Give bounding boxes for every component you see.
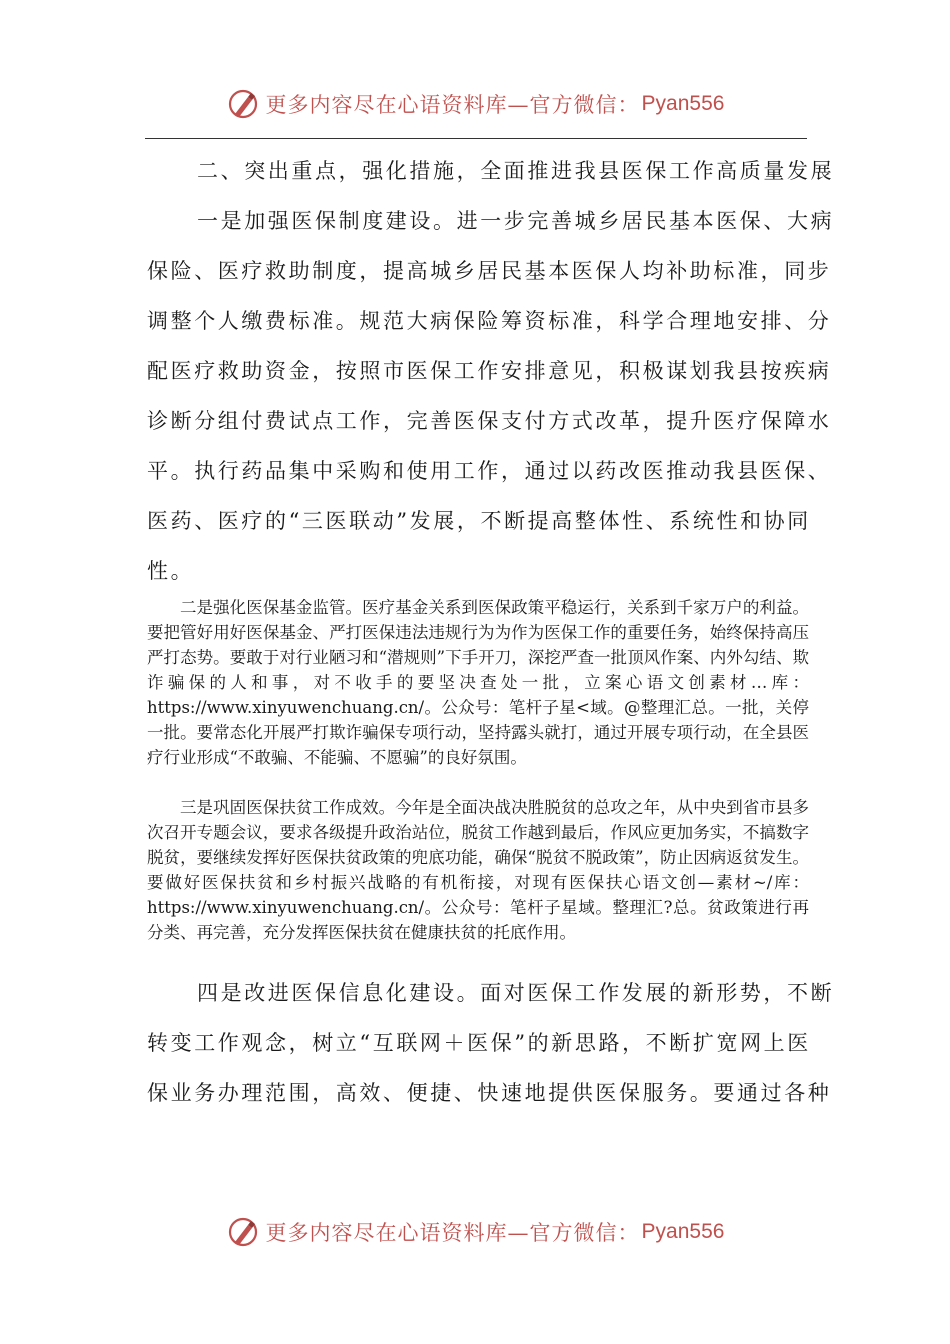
para3: 三是巩固医保扶贫工作成效。今年是全面决战决胜脱贫的总攻之年，从中央到省市县多次召开专题会议，要求各级提升政治站位，脱贫工作越到最后，作风应更加务实，不搞数字脱贫，要继续发挥好医保扶贫政策的兜底功能，确保“脱贫不脱政策”，防止因病返贫发生。要做好医保扶贫和乡村振兴战略的有机衔接，对现有医保扶心语文创—素材~/库：https://www.xinyuwenchuang.cn/。公众号：笔杆子星域。整理汇?总。贫政策进行再分类、再完善，充分发挥医保扶贫在健康扶贫的托底作用。 <box>147 798 809 942</box>
para4-line: 四是改进医保信息化建设。面对医保工作发展的新形势，不断 <box>197 981 835 1005</box>
para1-line: 医药、医疗的“三医联动”发展，不断提高整体性、系统性和协同 <box>147 509 811 533</box>
para1-line: 诊断分组付费试点工作，完善医保支付方式改革，提升医疗保障水 <box>147 409 832 433</box>
para1-line: 性。 <box>147 559 195 583</box>
banner-wechat-id: Pyan556 <box>641 92 725 115</box>
pen-logo-icon <box>226 87 260 121</box>
pen-logo-icon <box>226 1215 260 1249</box>
section-heading: 二、突出重点，强化措施，全面推进我县医保工作高质量发展 <box>197 159 835 183</box>
banner-text: 更多内容尽在心语资料库—官方微信： <box>265 93 640 117</box>
footer-banner <box>0 1210 950 1254</box>
banner-wechat-id: Pyan556 <box>641 1220 725 1243</box>
header-banner <box>0 82 950 126</box>
para1-line: 一是加强医保制度建设。进一步完善城乡居民基本医保、大病 <box>197 209 835 233</box>
header-divider <box>145 138 807 139</box>
para4-line: 保业务办理范围，高效、便捷、快速地提供医保服务。要通过各种 <box>147 1081 832 1105</box>
para2: 二是强化医保基金监管。医疗基金关系到医保政策平稳运行，关系到千家万户的利益。要把管好用好医保基金、严打医保违法违规行为为作为医保工作的重要任务，始终保持高压严打态势。要敢于对行业陋习和“潜规则”下手开刀，深挖严查一批顶风作案、内外勾结、欺诈骗保的人和事，对不收手的要坚决查处一批，立案心语文创素材…库：https://www.xinyuwenchuang.cn/。公众号：笔杆子星<域。@整理汇总。一批，关停一批。要常态化开展严打欺诈骗保专项行动，坚持露头就打，通过开展专项行动，在全县医疗行业形成“不敢骗、不能骗、不愿骗”的良好氛围。 <box>147 598 809 767</box>
para1-line: 调整个人缴费标准。规范大病保险筹资标准，科学合理地安排、分 <box>147 309 832 333</box>
para1-line: 配医疗救助资金，按照市医保工作安排意见，积极谋划我县按疾病 <box>147 359 832 383</box>
para1-line: 保险、医疗救助制度，提高城乡居民基本医保人均补助标准，同步 <box>147 259 832 283</box>
banner-text: 更多内容尽在心语资料库—官方微信： <box>265 1221 640 1245</box>
para4-line: 转变工作观念，树立“互联网＋医保”的新思路，不断扩宽网上医 <box>147 1031 811 1055</box>
para1-line: 平。执行药品集中采购和使用工作，通过以药改医推动我县医保、 <box>147 459 832 483</box>
